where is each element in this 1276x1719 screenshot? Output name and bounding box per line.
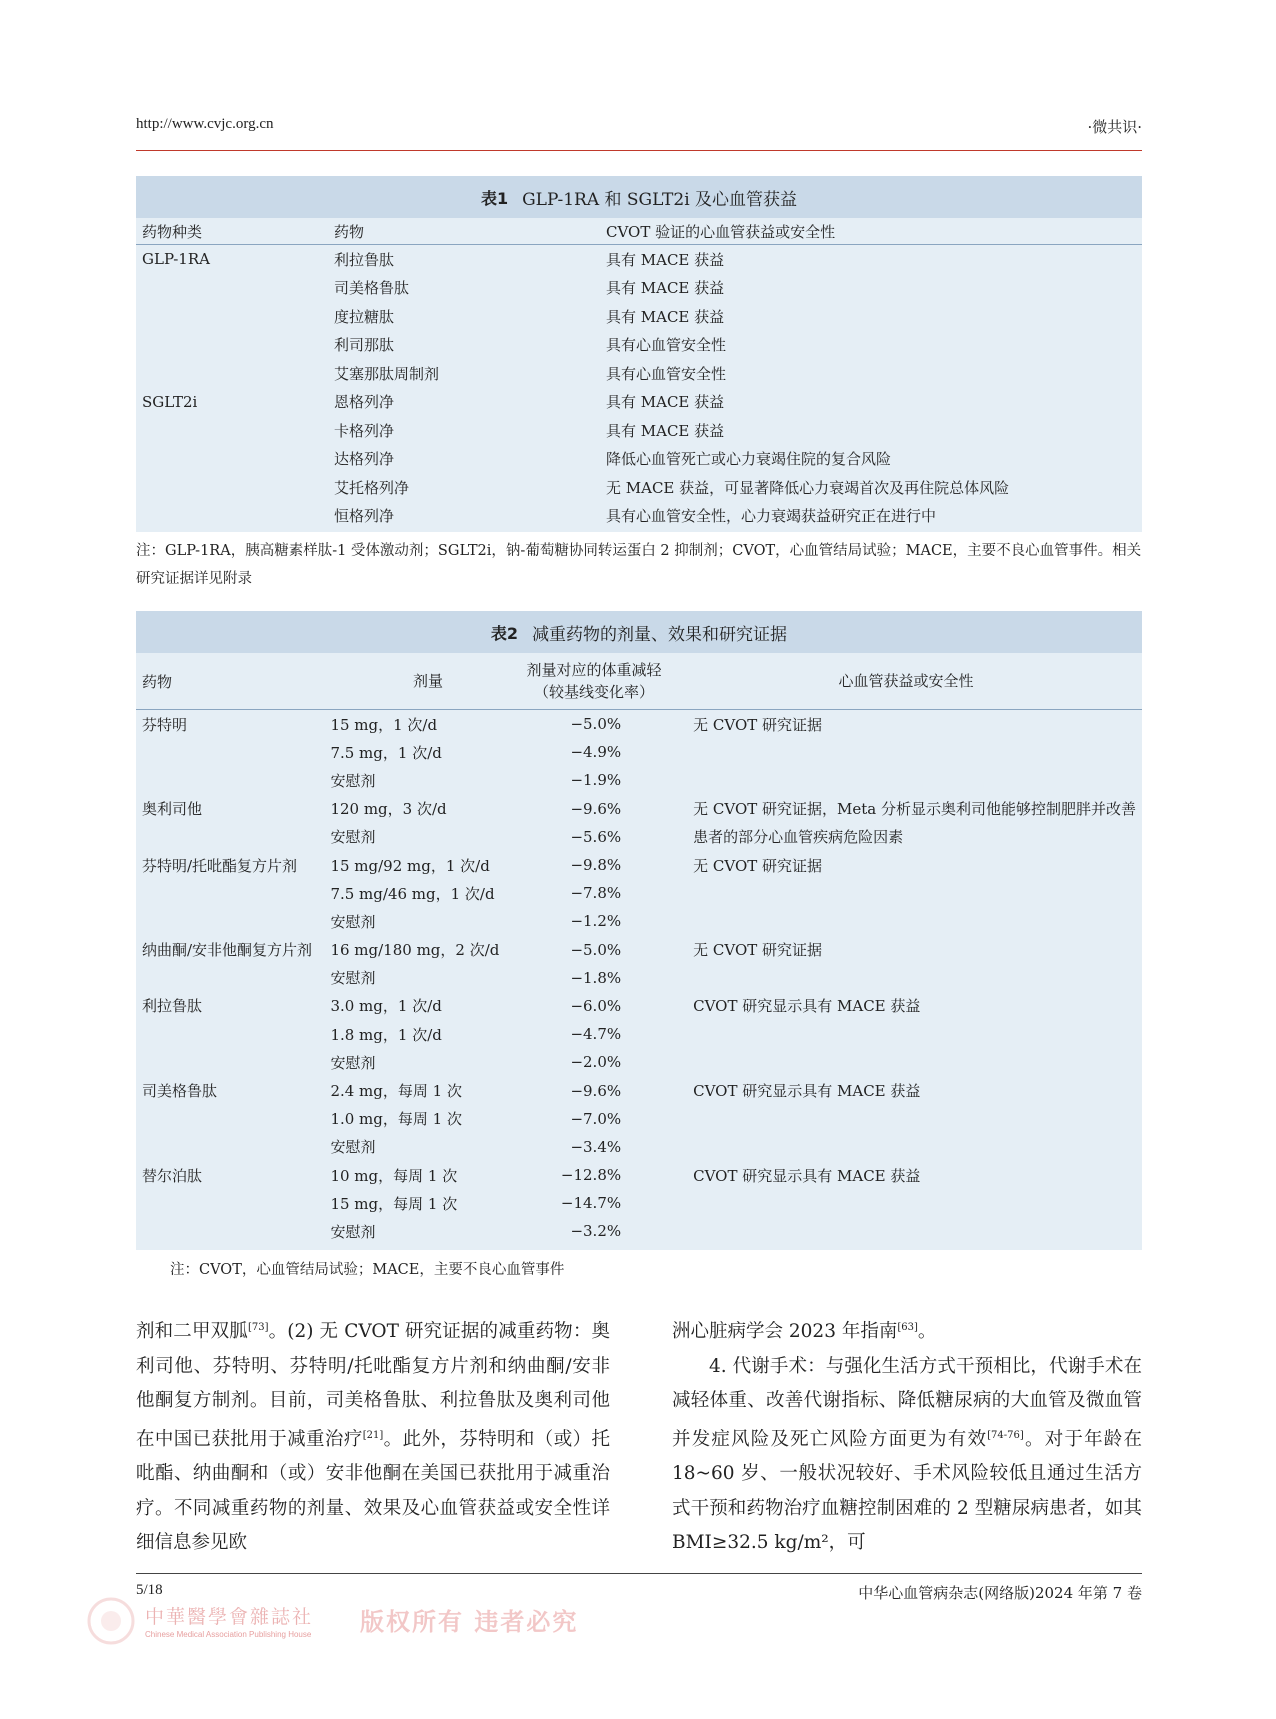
table-1-caption — [136, 176, 1142, 218]
table-cell — [681, 1020, 1142, 1048]
table-row — [136, 245, 1142, 274]
table-cell: 纳曲酮/安非他酮复方片剂 — [142, 941, 313, 960]
table-row — [136, 710, 1142, 738]
table-cell: 具有心血管安全性 — [606, 336, 727, 355]
table-cell: 降低心血管死亡或心力衰竭住院的复合风险 — [606, 450, 892, 469]
header-divider — [136, 150, 1142, 151]
table-cell: 具有 MACE 获益 — [606, 307, 725, 326]
table-row — [136, 1217, 1142, 1245]
table-cell: −9.6% — [570, 799, 622, 818]
table-row — [136, 1133, 1142, 1161]
table-cell: 具有心血管安全性，心力衰竭获益研究正在进行中 — [606, 507, 937, 526]
body-text: 。 — [917, 1321, 937, 1343]
table-row — [136, 388, 1142, 417]
table-header-cell: 药物 — [142, 672, 173, 691]
table-cell: 奥利司他 — [142, 800, 203, 819]
table-cell — [136, 502, 328, 531]
body-text: 4. 代谢手术：与强化生活方式干预相比，代谢手术在减轻体重、改善代谢指标、降低糖尿病的大血管及微血管并发症风险及死亡风险方面更为有效 — [672, 1355, 1142, 1450]
table-cell: GLP-1RA — [142, 250, 210, 269]
table-cell: 15 mg，1 次/d — [330, 715, 438, 734]
table-cell: 度拉糖肽 — [334, 307, 395, 326]
table-cell — [681, 738, 1142, 766]
table-2-caption — [136, 611, 1142, 653]
table-cell: CVOT 研究显示具有 MACE 获益 — [693, 1166, 921, 1185]
table-cell — [136, 331, 328, 360]
table-header-cell: CVOT 验证的心血管获益或安全性 — [606, 222, 836, 241]
body-column-right — [672, 1311, 1142, 1561]
table-cell — [681, 1189, 1142, 1217]
table-cell: 15 mg/92 mg，1 次/d — [330, 856, 490, 875]
table-1-note: 注：GLP-1RA，胰高糖素样肽-1 受体激动剂；SGLT2i，钠-葡萄糖协同转运蛋白 2 抑制剂；CVOT，心血管结局试验；MACE，主要不良心血管事件。相关研究证据详见附录 — [136, 543, 1142, 587]
table-cell: 2.4 mg，每周 1 次 — [330, 1082, 462, 1101]
table-row — [136, 416, 1142, 445]
table-cell: −14.7% — [560, 1194, 622, 1213]
table-row — [136, 274, 1142, 303]
table-cell: 具有心血管安全性 — [606, 364, 727, 383]
table-cell: 15 mg，每周 1 次 — [330, 1194, 458, 1213]
table-cell: CVOT 研究显示具有 MACE 获益 — [693, 1082, 921, 1101]
table-cell — [136, 964, 330, 992]
table-cell: −3.2% — [570, 1222, 622, 1241]
table-cell — [136, 1105, 330, 1133]
table-cell: 无 CVOT 研究证据，Meta 分析显示奥利司他能够控制肥胖并改善 — [693, 800, 1136, 819]
table-cell: −4.9% — [570, 743, 622, 762]
table-1 — [136, 176, 1142, 532]
rights-watermark: 版权所有 违者必究 — [360, 1608, 579, 1636]
table-cell: 利司那肽 — [334, 336, 395, 355]
table-cell — [136, 879, 330, 907]
table-cell — [136, 302, 328, 331]
table-cell: SGLT2i — [142, 392, 198, 411]
table-row — [136, 502, 1142, 531]
table-cell — [136, 274, 328, 303]
body-paragraph — [136, 1311, 610, 1561]
table-2-title: 减重药物的剂量、效果和研究证据 — [532, 624, 788, 645]
table-cell: 7.5 mg，1 次/d — [330, 743, 442, 762]
table-cell: −7.0% — [570, 1109, 622, 1128]
table-cell: 16 mg/180 mg，2 次/d — [330, 941, 500, 960]
table-cell: CVOT 研究显示具有 MACE 获益 — [693, 997, 921, 1016]
publisher-name-en: Chinese Medical Association Publishing House — [145, 1630, 312, 1639]
table-cell: 具有 MACE 获益 — [606, 250, 725, 269]
table-row — [136, 907, 1142, 935]
table-cell: −4.7% — [570, 1025, 622, 1044]
table-cell — [136, 473, 328, 502]
table-2-number: 表2 — [490, 623, 519, 643]
table-cell: 具有 MACE 获益 — [606, 279, 725, 298]
table-row — [136, 738, 1142, 766]
table-cell: 芬特明/托吡酯复方片剂 — [142, 856, 298, 875]
publisher-logo-icon — [86, 1596, 136, 1646]
body-paragraph — [672, 1311, 1142, 1350]
table-cell — [681, 964, 1142, 992]
table-cell: −3.4% — [570, 1137, 622, 1156]
citation-ref[interactable]: [74-76] — [987, 1429, 1024, 1441]
table-header-cell: 心血管获益或安全性 — [838, 672, 974, 690]
table-cell: 安慰剂 — [330, 828, 376, 847]
journal-name: 中华心血管病杂志(网络版)2024 年第 7 卷 — [858, 1584, 1142, 1602]
table-cell: −1.8% — [570, 968, 622, 987]
table-cell — [136, 359, 328, 388]
table-cell: −5.0% — [570, 715, 622, 734]
table-row — [136, 473, 1142, 502]
table-cell: −1.9% — [570, 771, 622, 790]
header-line: （较基线变化率） — [533, 683, 654, 701]
citation-ref[interactable]: [73] — [247, 1322, 269, 1333]
body-paragraph — [672, 1350, 1142, 1561]
table-cell: 司美格鲁肽 — [334, 279, 410, 298]
table-cell — [681, 1133, 1142, 1161]
table-row — [136, 445, 1142, 474]
table-cell — [136, 1133, 330, 1161]
table-cell: 安慰剂 — [330, 912, 376, 931]
table-cell: 10 mg，每周 1 次 — [330, 1166, 458, 1185]
table-cell: 恩格列净 — [334, 393, 395, 412]
table-cell: 芬特明 — [142, 715, 188, 734]
table-cell: 具有 MACE 获益 — [606, 393, 725, 412]
table-cell — [136, 445, 328, 474]
table-row — [136, 1020, 1142, 1048]
table-header-cell: 药物种类 — [142, 222, 203, 241]
table-row — [136, 331, 1142, 360]
table-cell — [681, 1105, 1142, 1133]
table-cell: 安慰剂 — [330, 969, 376, 988]
table-cell: 利拉鲁肽 — [334, 250, 395, 269]
table-cell: 安慰剂 — [330, 771, 376, 790]
table-cell: −6.0% — [570, 996, 622, 1015]
table-2-header-row — [136, 653, 1142, 709]
table-header-cell: 药物 — [334, 222, 365, 241]
table-cell: −1.2% — [570, 912, 622, 931]
table-1-body — [136, 245, 1142, 530]
table-row — [136, 992, 1142, 1020]
table-2-body — [136, 710, 1142, 1246]
table-cell: −5.6% — [570, 827, 622, 846]
body-text: 。此外，芬特明和（或）托吡酯、纳曲酮和（或）安非他酮在美国已获批用于减重治疗。不同减重药物的剂量、效果及心血管获益或安全性详细信息参见欧 — [136, 1428, 610, 1554]
header-url[interactable]: http://www.cvjc.org.cn — [136, 116, 274, 132]
table-cell: −2.0% — [570, 1053, 622, 1072]
table-cell: 1.0 mg，每周 1 次 — [330, 1110, 462, 1129]
page-number: 5/18 — [136, 1582, 163, 1598]
section-label: ·微共识· — [1087, 118, 1142, 136]
table-cell — [136, 907, 330, 935]
table-cell — [136, 766, 330, 794]
table-header-cell: 剂量 — [412, 672, 443, 690]
table-cell: 利拉鲁肽 — [142, 997, 203, 1016]
table-row — [136, 851, 1142, 879]
table-cell — [136, 823, 330, 851]
footer-divider — [136, 1573, 1142, 1574]
body-text: 剂和二甲双胍 — [136, 1321, 248, 1343]
table-cell: 艾托格列净 — [334, 478, 410, 497]
table-2 — [136, 611, 1142, 1250]
table-cell — [136, 738, 330, 766]
table-cell: 艾塞那肽周制剂 — [334, 364, 440, 383]
table-cell: 具有 MACE 获益 — [606, 421, 725, 440]
table-cell — [681, 1048, 1142, 1076]
header-line: 剂量对应的体重减轻 — [526, 661, 662, 679]
table-cell: 患者的部分心血管疾病危险因素 — [693, 828, 904, 847]
table-cell — [136, 416, 328, 445]
table-row — [136, 1048, 1142, 1076]
table-cell — [681, 1217, 1142, 1245]
table-cell: 安慰剂 — [330, 1138, 376, 1157]
table-cell: 达格列净 — [334, 450, 395, 469]
table-row — [136, 795, 1142, 823]
table-cell — [136, 1189, 330, 1217]
table-cell — [681, 879, 1142, 907]
table-cell — [681, 766, 1142, 794]
table-cell: −9.6% — [570, 1081, 622, 1100]
table-cell: 司美格鲁肽 — [142, 1082, 218, 1101]
table-cell: 卡格列净 — [334, 421, 395, 440]
body-text: 洲心脏病学会 2023 年指南 — [672, 1321, 898, 1343]
table-row — [136, 766, 1142, 794]
table-cell: 无 CVOT 研究证据 — [693, 715, 823, 734]
table-row — [136, 1076, 1142, 1104]
table-cell: 7.5 mg/46 mg，1 次/d — [330, 884, 495, 903]
citation-ref[interactable]: [63] — [897, 1322, 918, 1333]
table-cell: −9.8% — [570, 856, 622, 875]
table-header-cell — [518, 653, 670, 709]
table-row — [136, 1105, 1142, 1133]
table-cell: 120 mg，3 次/d — [330, 800, 447, 819]
table-cell: 安慰剂 — [330, 1222, 376, 1241]
table-cell: 无 CVOT 研究证据 — [693, 941, 823, 960]
table-row — [136, 823, 1142, 851]
table-cell: 安慰剂 — [330, 1053, 376, 1072]
table-cell: 无 CVOT 研究证据 — [693, 856, 823, 875]
body-text: 。(2) 无 CVOT 研究证据的减重药物：奥利司他、芬特明、芬特明/托吡酯复方片剂和纳曲酮/安非他酮复方制剂。目前，司美格鲁肽、利拉鲁肽及奥利司他在中国已获批用于减重治疗 — [136, 1321, 610, 1450]
table-cell: −7.8% — [570, 884, 622, 903]
table-row — [136, 964, 1142, 992]
table-cell — [136, 1020, 330, 1048]
table-cell: −5.0% — [570, 940, 622, 959]
table-2-note: 注：CVOT，心血管结局试验；MACE，主要不良心血管事件 — [170, 1262, 565, 1278]
citation-ref[interactable]: [21] — [362, 1429, 384, 1441]
table-1-header-row — [136, 218, 1142, 244]
table-row — [136, 359, 1142, 388]
body-column-left — [136, 1311, 610, 1561]
publisher-name: 中華醫學會雜誌社 — [145, 1606, 314, 1628]
table-1-title: GLP-1RA 和 SGLT2i 及心血管获益 — [522, 189, 798, 210]
table-cell: 恒格列净 — [334, 507, 395, 526]
body-text: 。对于年龄在 18~60 岁、一般状况较好、手术风险较低且通过生活方式干预和药物治疗血糖控制困难的 2 型糖尿病患者，如其 BMI≥32.5 kg/m²，可 — [672, 1428, 1142, 1554]
table-row — [136, 302, 1142, 331]
table-row — [136, 936, 1142, 964]
table-cell — [681, 907, 1142, 935]
table-cell: 无 MACE 获益，可显著降低心力衰竭首次及再住院总体风险 — [606, 478, 1010, 497]
table-cell: −12.8% — [560, 1166, 622, 1185]
table-row — [136, 879, 1142, 907]
table-row — [136, 1161, 1142, 1189]
table-cell — [136, 1048, 330, 1076]
table-cell: 1.8 mg，1 次/d — [330, 1025, 442, 1044]
table-1-number: 表1 — [480, 188, 509, 208]
table-cell — [136, 1217, 330, 1245]
table-cell: 3.0 mg，1 次/d — [330, 997, 442, 1016]
table-row — [136, 1189, 1142, 1217]
table-cell: 替尔泊肽 — [142, 1166, 203, 1185]
